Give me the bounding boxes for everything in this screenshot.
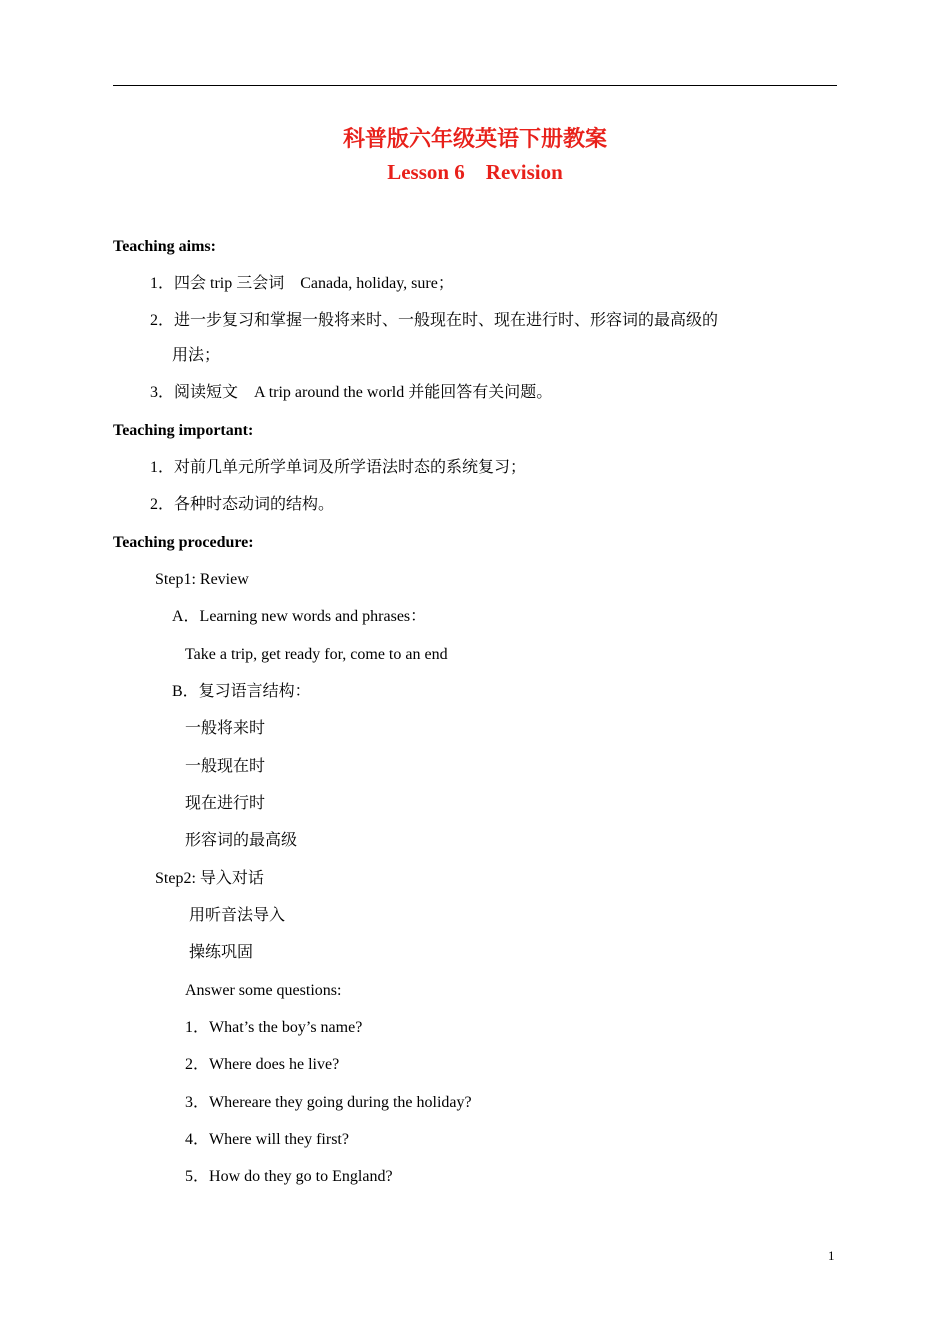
document-title: 科普版六年级英语下册教案	[342, 126, 607, 151]
lesson-number: Lesson 6	[387, 160, 465, 184]
aim-item: 1．四会 trip 三会词 Canada, holiday, sure；	[150, 275, 454, 292]
question-item: 1．What’s the boy’s name?	[185, 1019, 363, 1036]
aim-item: 3．阅读短文 A trip around the world 并能回答有关问题。	[150, 384, 553, 401]
grammar-item: 一般将来时	[185, 720, 266, 737]
step2-item: 用听音法导入	[189, 907, 286, 924]
grammar-item: 现在进行时	[185, 795, 266, 812]
step2-label: Step2: 导入对话	[155, 870, 264, 887]
section-b-label: B．复习语言结构：	[172, 683, 311, 700]
phrases-line: Take a trip, get ready for, come to an end	[185, 646, 448, 663]
important-heading: Teaching important:	[113, 422, 254, 439]
lesson-title	[0, 160, 950, 185]
section-a-label: A．Learning new words and phrases：	[172, 608, 427, 625]
question-item: 2．Where does he live?	[185, 1056, 340, 1073]
aim-item-continuation: 用法；	[172, 347, 221, 364]
question-item: 4．Where will they first?	[185, 1131, 349, 1148]
step1-label: Step1: Review	[155, 571, 249, 588]
aim-item: 2．进一步复习和掌握一般将来时、一般现在时、现在进行时、形容词的最高级的	[150, 312, 719, 329]
questions-label: Answer some questions:	[185, 982, 342, 999]
question-item: 3．Whereare they going during the holiday?	[185, 1094, 472, 1111]
grammar-item: 一般现在时	[185, 758, 266, 775]
page-number: 1	[828, 1248, 835, 1263]
question-item: 5．How do they go to England?	[185, 1168, 393, 1185]
lesson-name: Revision	[485, 160, 563, 184]
step2-item: 操练巩固	[189, 944, 254, 961]
grammar-item: 形容词的最高级	[185, 832, 298, 849]
important-item: 2．各种时态动词的结构。	[150, 496, 335, 513]
procedure-heading: Teaching procedure:	[113, 534, 254, 551]
important-item: 1．对前几单元所学单词及所学语法时态的系统复习；	[150, 459, 527, 476]
header-rule	[113, 85, 837, 86]
aims-heading: Teaching aims:	[113, 238, 216, 255]
